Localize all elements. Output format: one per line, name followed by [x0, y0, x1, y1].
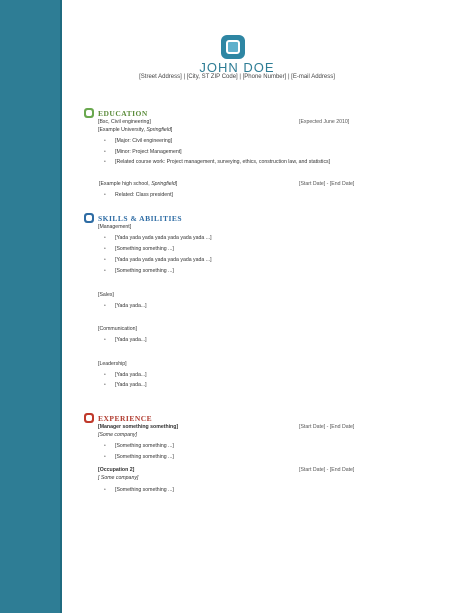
skills-communication: [Communication]: [98, 326, 137, 332]
experience-heading: EXPERIENCE: [98, 414, 153, 423]
job2-company: [ Some company]: [98, 475, 139, 481]
bullet-icon: •: [104, 192, 106, 198]
bullet-icon: •: [104, 159, 106, 165]
skills-sales: [Sales]: [98, 292, 114, 298]
bullet-icon: •: [104, 454, 106, 460]
bullet-icon: •: [104, 303, 106, 309]
list-item: [Yada yada yada yada yada yada yada ...]: [115, 257, 212, 263]
education-icon: [84, 108, 94, 118]
education-heading: EDUCATION: [98, 109, 148, 118]
list-item: [Yada yada...]: [115, 337, 147, 343]
bullet-icon: •: [104, 372, 106, 378]
education-expected: [Expected June 2010]: [299, 119, 350, 125]
skills-leadership: [Leadership]: [98, 361, 127, 367]
job1-title: [Manager something something]: [98, 424, 179, 430]
job1-dates: [Start Date] - [End Date]: [299, 424, 355, 430]
contact-line: [Street Address] | [City, ST ZIP Code] | [Phone Number] | [E-mail Address]: [139, 74, 335, 80]
list-item: [Something something ...]: [115, 443, 174, 449]
list-item: [Something something ...]: [115, 246, 174, 252]
list-item: [Yada yada...]: [115, 372, 147, 378]
highschool-dates: [Start Date] - [End Date]: [299, 181, 355, 187]
bullet-icon: •: [104, 268, 106, 274]
list-item: [Something something ...]: [115, 487, 174, 493]
list-item: [Yada yada yada yada yada yada yada ...]: [115, 235, 212, 241]
skills-icon: [84, 213, 94, 223]
list-item: [Something something ...]: [115, 268, 174, 274]
bullet-icon: •: [104, 235, 106, 241]
education-degree: [Bsc, Civil engineering]: [98, 119, 151, 125]
list-item: [Something something ...]: [115, 454, 174, 460]
job1-company: [Some company]: [98, 432, 137, 438]
bullet-icon: •: [104, 257, 106, 263]
skills-management: [Management]: [98, 224, 132, 230]
list-item: [Minor: Project Management]: [115, 149, 182, 155]
education-university: [Example University, Springfield]: [98, 127, 173, 133]
list-item: [Yada yada...]: [115, 303, 147, 309]
skills-heading: SKILLS & ABILITIES: [98, 214, 183, 223]
bullet-icon: •: [104, 487, 106, 493]
education-highschool: [Example high school, Springfield]: [99, 181, 178, 187]
bullet-icon: •: [104, 337, 106, 343]
logo-icon: [221, 35, 245, 59]
bullet-icon: •: [104, 443, 106, 449]
bullet-icon: •: [104, 149, 106, 155]
job2-dates: [Start Date] - [End Date]: [299, 467, 355, 473]
bullet-icon: •: [104, 382, 106, 388]
sidebar-band: [0, 0, 62, 613]
job2-title: [Occupation 2]: [98, 467, 135, 473]
list-item: [Yada yada...]: [115, 382, 147, 388]
bullet-icon: •: [104, 246, 106, 252]
bullet-icon: •: [104, 138, 106, 144]
list-item: [Major: Civil engineering]: [115, 138, 173, 144]
list-item: Related: Class president]: [115, 192, 173, 198]
experience-icon: [84, 413, 94, 423]
list-item: [Related course work: Project management, surveying, ethics, construction law, and statistics]: [115, 159, 331, 165]
resume-name: JOHN DOE: [199, 60, 275, 75]
